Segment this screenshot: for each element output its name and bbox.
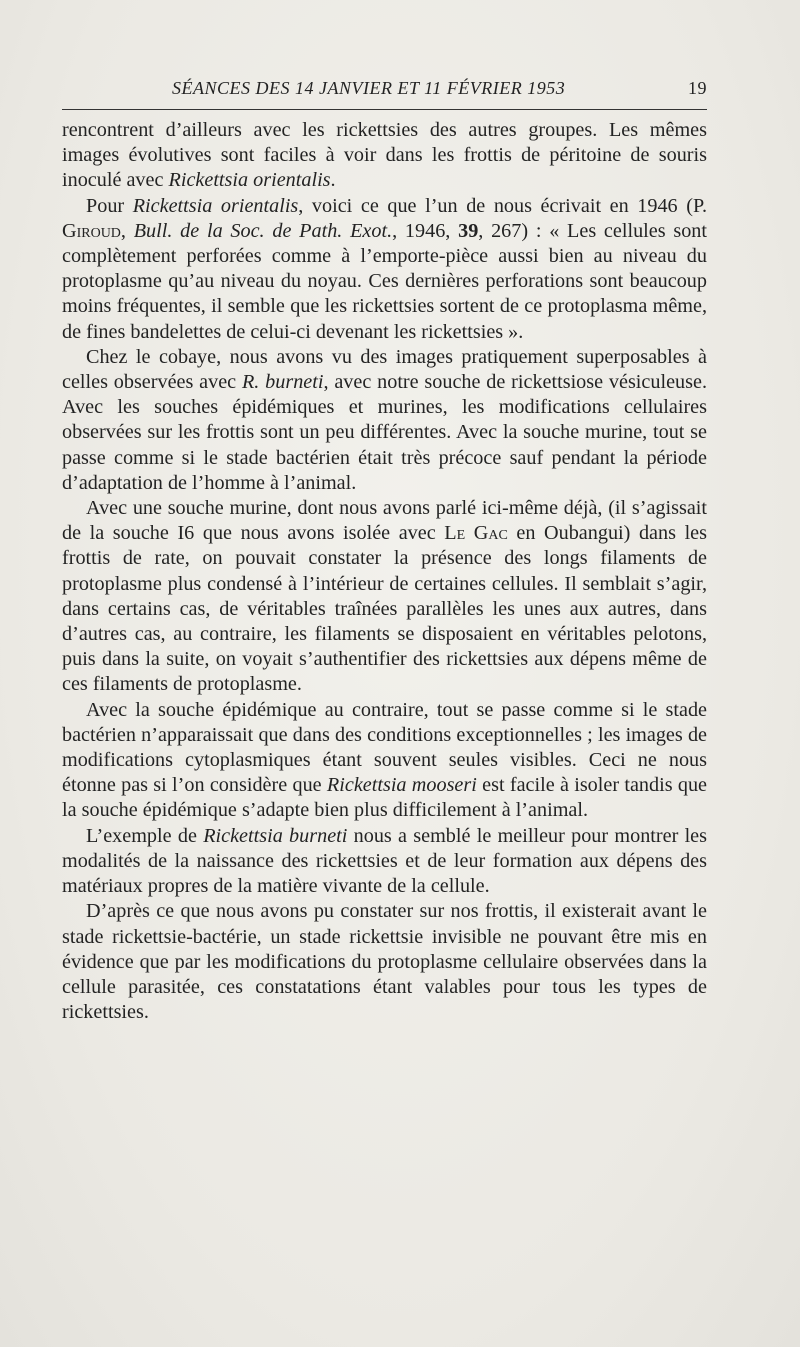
running-title: SÉANCES DES 14 JANVIER ET 11 FÉVRIER 1953 xyxy=(172,78,566,98)
page-number: 19 xyxy=(688,78,707,98)
italic-species: Rickettsia orientalis xyxy=(168,169,331,192)
journal-citation: Bull. de la Soc. de Path. Exot. xyxy=(133,219,393,242)
running-header xyxy=(62,74,707,104)
paragraph-7: D’après ce que nous avons pu constater sur nos frottis, il existerait avant le stade rickettsie-bactérie, un stade rickettsie invisible ne pouvant être mis en évidence que par les modifications du protoplasme cellulaire observées dans la cellule parasitée, ces constatations étant valables pour tous les types de rickettsies. xyxy=(62,900,707,1024)
paragraph-1: rencontrent d’ailleurs avec les rickettsies des autres groupes. Les mêmes images évolutives sont faciles à voir dans les frottis de péritoine de souris inoculé avec Rickettsia orientalis. xyxy=(62,119,707,192)
paragraph-3: Chez le cobaye, nous avons vu des images pratiquement superposables à celles observées avec R. burneti, avec notre souche de rickettsiose vésiculeuse. Avec les souches épidémiques et murines, les modifications cellulaires observées sur les frottis sont un peu différentes. Avec la souche murine, tout se passe comme si le stade bactérien était très précoce sauf pendant la période d’adaptation de l’homme à l’animal. xyxy=(62,345,707,494)
italic-species: Rickettsia orientalis xyxy=(132,194,299,217)
volume-number: 39 xyxy=(458,219,479,242)
author-name: Giroud xyxy=(62,219,121,242)
body-text xyxy=(62,118,707,1025)
italic-species: Rickettsia burneti xyxy=(203,824,348,847)
italic-species: Rickettsia mooseri xyxy=(326,774,477,797)
author-name: Le Gac xyxy=(444,522,508,545)
paragraph-2: Pour Rickettsia orientalis, voici ce que l’un de nous écrivait en 1946 (P. Giroud, Bull. de la Soc. de Path. Exot., 1946, 39, 267) : « Les cellules sont complètement perforées comme à l’emporte-pièce aussi bien au niveau du protoplasme qu’au niveau du noyau. Ces dernières perforations sont beaucoup moins fréquentes, il semble que les rickettsies sortent de ce protoplasma même, de fines bandelettes de celui-ci devenant les rickettsies ». xyxy=(62,194,707,343)
paragraph-4: Avec une souche murine, dont nous avons parlé ici-même déjà, (il s’agissait de la souche I6 que nous avons isolée avec Le Gac en Oubangui) dans les frottis de rate, on pouvait constater la présence des longs filaments de protoplasme plus condensé à l’intérieur de certaines cellules. Il semblait s’agir, dans certains cas, de véritables traînées parallèles les unes aux autres, dans d’autres cas, au contraire, les filaments se disposaient en véritables pelotons, puis dans la suite, on voyait s’authentifier des rickettsies aux dépens même de ces filaments de protoplasme. xyxy=(62,497,707,696)
header-rule xyxy=(62,109,707,110)
italic-species: R. burneti xyxy=(241,371,324,394)
paragraph-6: L’exemple de Rickettsia burneti nous a semblé le meilleur pour montrer les modalités de la naissance des rickettsies et de leur formation aux dépens des matériaux propres de la matière vivante de la cellule. xyxy=(62,824,707,898)
paragraph-5: Avec la souche épidémique au contraire, tout se passe comme si le stade bactérien n’apparaissait que dans des conditions exceptionnelles ; les images de modifications cytoplasmiques étant souvent seules visibles. Ceci ne nous étonne pas si l’on considère que Rickettsia mooseri est facile à isoler tandis que la souche épidémique s’adapte bien plus difficilement à l’animal. xyxy=(62,698,707,822)
